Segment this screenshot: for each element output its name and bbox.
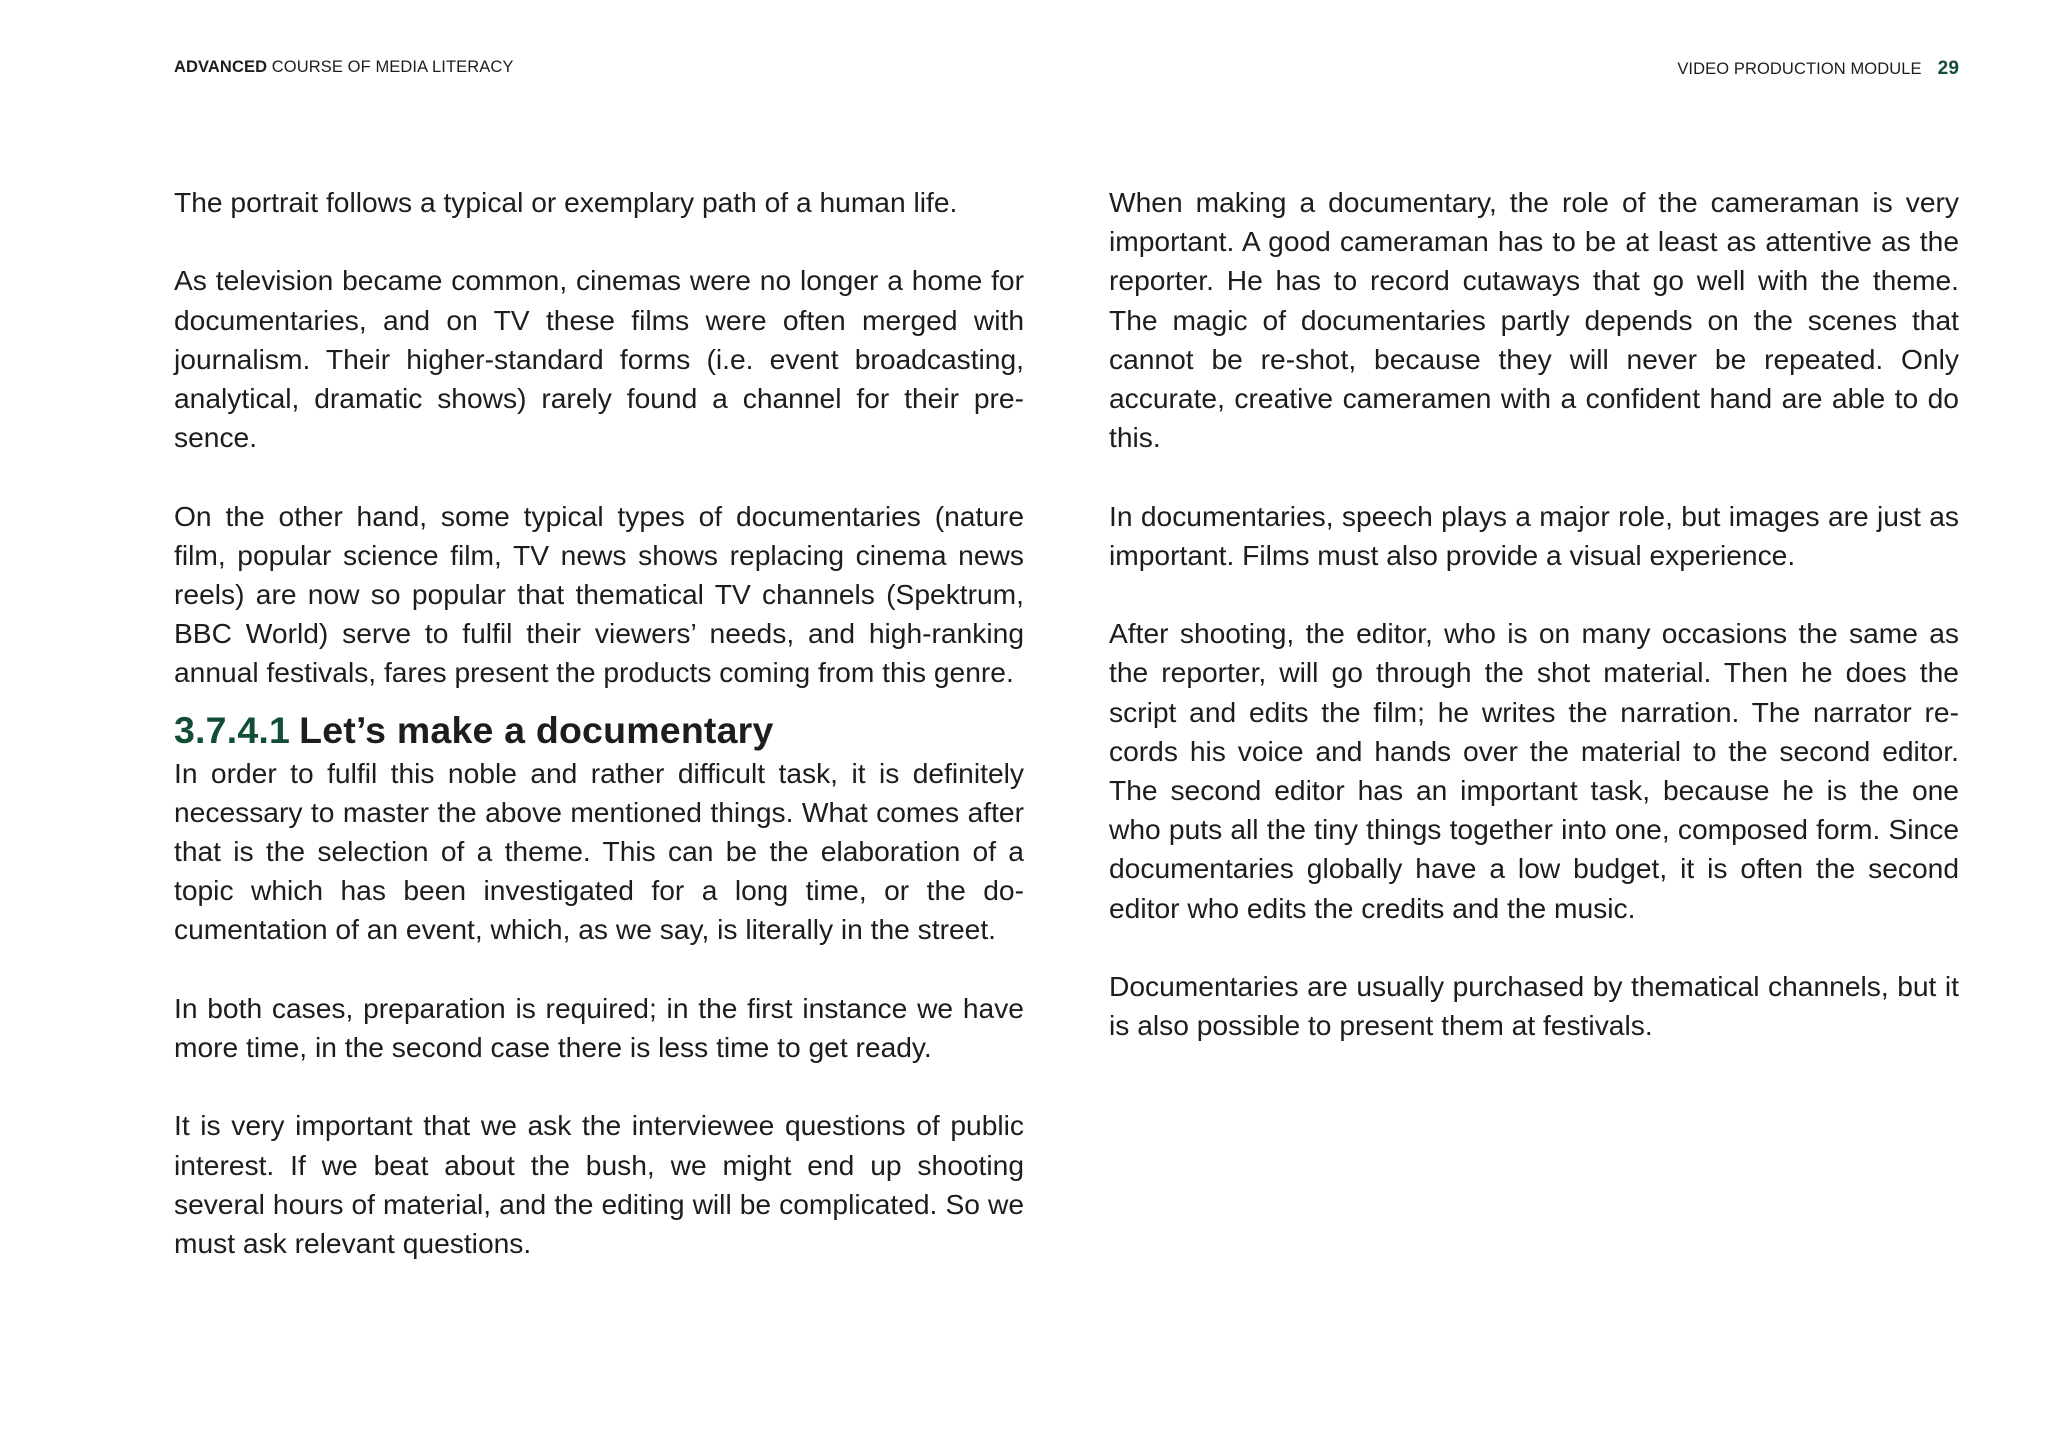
page-number: 29 bbox=[1937, 58, 1959, 79]
module-title: VIDEO PRODUCTION MODULE bbox=[1677, 60, 1922, 78]
running-header bbox=[174, 58, 1959, 82]
left-column bbox=[174, 183, 1024, 1263]
paragraph: On the other hand, some typical types of documentaries (nature film, popular science film, TV news shows replacing cinema news reels) are now so popular that thematical TV channels (Spektrum, BBC World) serve to fulfil their viewers’ needs, and high-ranking annual festivals, fares present the products coming from this genre. bbox=[174, 499, 1024, 689]
paragraph: When making a documentary, the role of the cameraman is very important. A good cameraman has to be at least as attentive as the reporter. He has to record cutaways that go well with the theme. The magic of documentaries partly depends on the scenes that cannot be re-shot, because they will never be repeated. Only accurate, creative cameramen with a confident hand are able to do this. bbox=[1109, 186, 1959, 454]
paragraph: In both cases, preparation is required; in the first instance we have more time, in the second case there is less time to get ready. bbox=[174, 991, 1024, 1064]
section-number: 3.7.4.1 bbox=[174, 708, 291, 751]
paragraph: The portrait follows a typical or exemplary path of a human life. bbox=[174, 186, 958, 218]
right-column bbox=[1109, 183, 1959, 1045]
paragraph: In documentaries, speech plays a major role, but images are just as important. Films must also provide a visual experience. bbox=[1109, 499, 1959, 571]
section-heading bbox=[174, 707, 1024, 754]
publication-title-rest: COURSE OF MEDIA LITERACY bbox=[267, 58, 514, 76]
paragraph: Documentaries are usually purchased by thematical channels, but it is also possible to present them at festivals. bbox=[1109, 970, 1959, 1042]
publication-title-strong: ADVANCED bbox=[174, 58, 268, 76]
module-label-group bbox=[1677, 58, 1959, 80]
section-title: Let’s make a documentary bbox=[299, 708, 774, 751]
paragraph: As television became common, cinemas were no longer a home for documentaries, and on TV these films were often merged with journalism. Their higher-standard forms (i.e. event broadcasting, analytical, dramatic shows) rarely found a channel for their presence. bbox=[174, 264, 1024, 454]
paragraph: After shooting, the editor, who is on many occasions the same as the reporter, will go through the shot material. Then he does the script and edits the film; he writes the narration. The narrator records his voice and hands over the material to the second editor. The second editor has an important task, because he is the one who puts all the tiny things together into one, composed form. Since documentaries globally have a low budget, it is often the second editor who edits the credits and the music. bbox=[1109, 617, 1959, 924]
paragraph: In order to fulfil this noble and rather difficult task, it is definitely necessary to master the above mentioned things. What comes after that is the selection of a theme. This can be the elaboration of a topic which has been investigated for a long time, or the documentation of an event, which, as we say, is literally in the street. bbox=[174, 756, 1024, 946]
paragraph: It is very important that we ask the interviewee questions of public interest. If we beat about the bush, we might end up shooting several hours of material, and the editing will be complicated. So we must ask relevant questions. bbox=[174, 1109, 1024, 1260]
publication-title bbox=[174, 58, 513, 77]
